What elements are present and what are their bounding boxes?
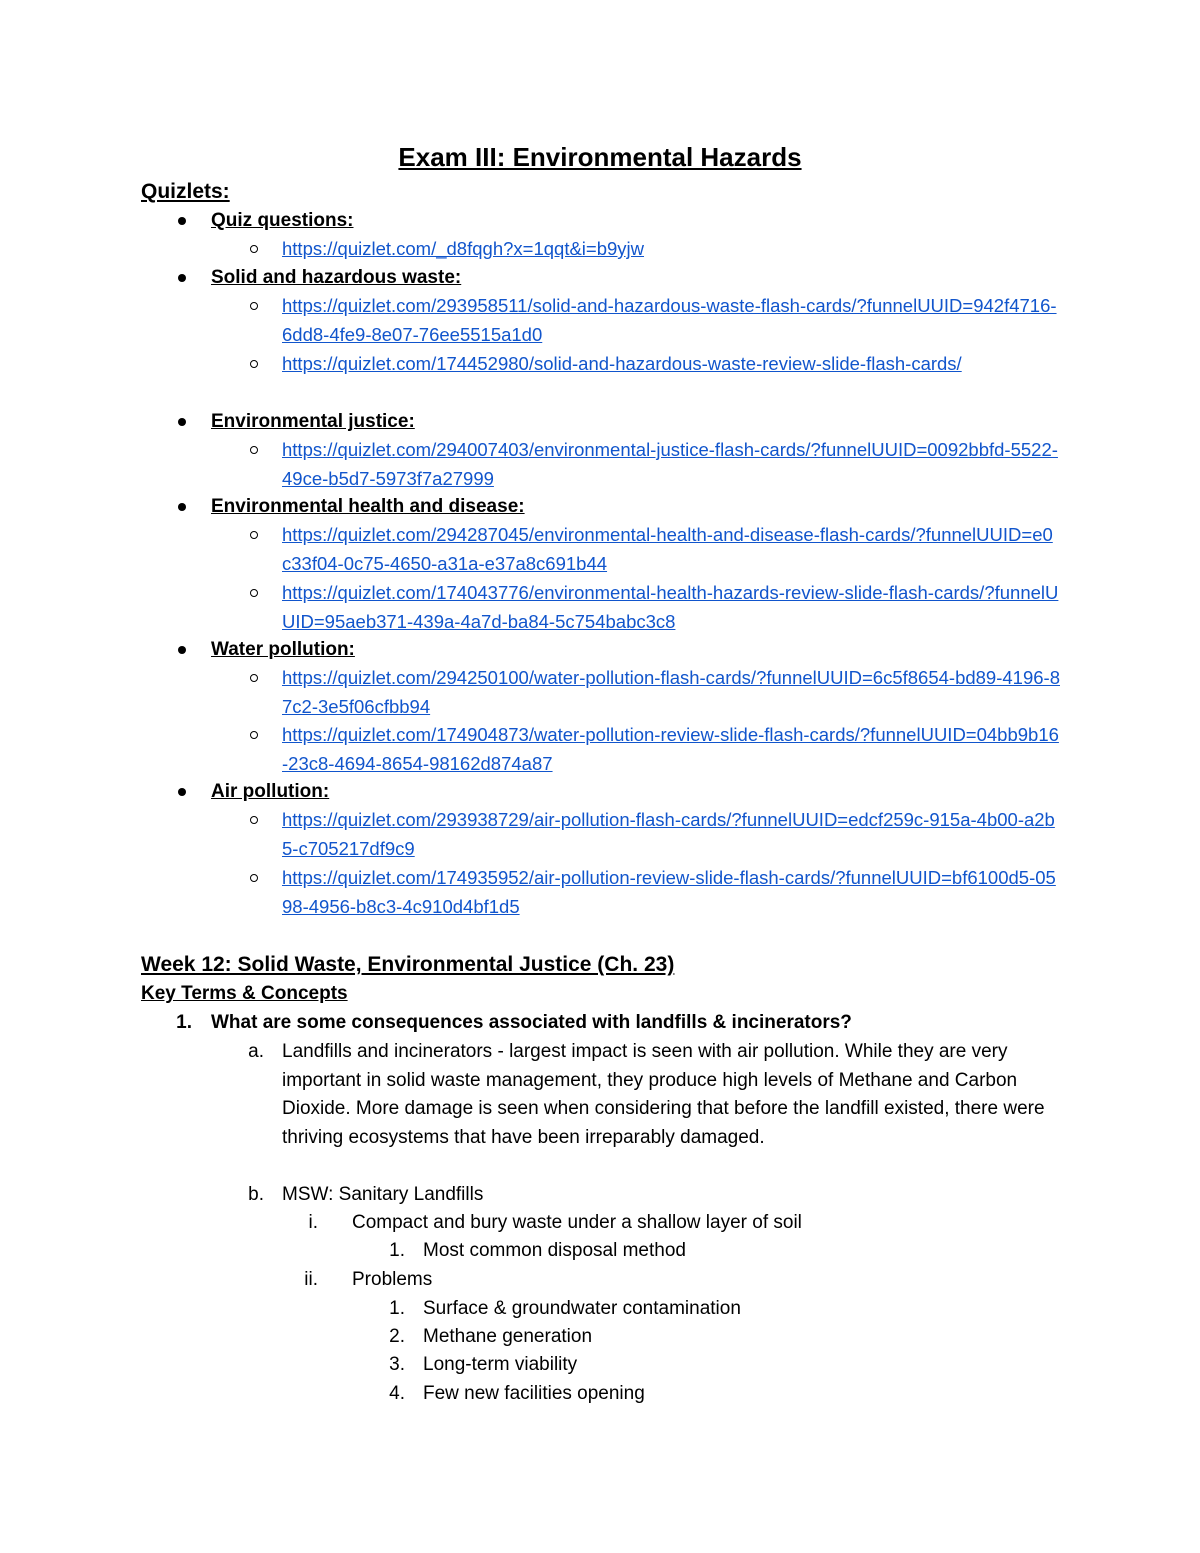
list-item-text: Few new facilities opening: [423, 1383, 645, 1404]
quizlets-heading: Quizlets:: [141, 180, 230, 203]
list-marker: 4.: [389, 1383, 405, 1404]
bullet-icon: [178, 274, 186, 282]
quizlet-link[interactable]: https://quizlet.com/174043776/environmental-health-hazards-review-slide-flash-cards/?funnelUUID=95aeb371-439a-4a7d-ba84-5c754babc3c8: [282, 582, 1059, 632]
list-marker: i.: [308, 1212, 318, 1233]
bullet-icon: [178, 217, 186, 225]
circle-bullet-icon: [250, 731, 258, 739]
list-item-text: Problems: [352, 1269, 433, 1290]
key-terms-heading: Key Terms & Concepts: [141, 983, 348, 1004]
quizlet-link[interactable]: https://quizlet.com/_d8fqgh?x=1qqt&i=b9yjw: [282, 238, 645, 259]
bullet-label: Air pollution:: [211, 781, 330, 802]
circle-bullet-icon: [250, 360, 258, 368]
list-item-text: Methane generation: [423, 1326, 593, 1347]
quizlet-link[interactable]: https://quizlet.com/174452980/solid-and-hazardous-waste-review-slide-flash-cards/: [282, 353, 962, 374]
bullet-icon: [178, 788, 186, 796]
list-marker: b.: [248, 1184, 264, 1205]
quizlet-link[interactable]: https://quizlet.com/174935952/air-pollution-review-slide-flash-cards/?funnelUUID=bf6100d5-0598-4956-b8c3-4c910d4bf1d5: [282, 867, 1056, 917]
page-title: Exam III: Environmental Hazards: [398, 142, 802, 172]
circle-bullet-icon: [250, 674, 258, 682]
list-marker: ii.: [304, 1269, 318, 1290]
bullet-icon: [178, 503, 186, 511]
circle-bullet-icon: [250, 446, 258, 454]
list-item-text: Most common disposal method: [423, 1240, 686, 1261]
quizlet-link[interactable]: https://quizlet.com/294250100/water-pollution-flash-cards/?funnelUUID=6c5f8654-bd89-4196-87c2-3e5f06cfbb94: [282, 667, 1060, 717]
bullet-label: Solid and hazardous waste:: [211, 267, 462, 288]
bullet-label: Environmental health and disease:: [211, 496, 525, 517]
quizlet-link[interactable]: https://quizlet.com/293958511/solid-and-hazardous-waste-flash-cards/?funnelUUID=942f4716-6dd8-4fe9-8e07-76ee5515a1d0: [282, 295, 1057, 345]
list-item-text: Surface & groundwater contamination: [423, 1298, 741, 1319]
bullet-label: Environmental justice:: [211, 411, 415, 432]
circle-bullet-icon: [250, 531, 258, 539]
bullet-label: Quiz questions:: [211, 210, 354, 231]
list-item-text: Compact and bury waste under a shallow layer of soil: [352, 1212, 802, 1233]
circle-bullet-icon: [250, 816, 258, 824]
list-marker: 1.: [176, 1012, 192, 1033]
bullet-label: Water pollution:: [211, 639, 355, 660]
question-text: What are some consequences associated with landfills & incinerators?: [211, 1012, 852, 1033]
list-item-text: Landfills and incinerators - largest impact is seen with air pollution. While they are very important in solid waste management, they produce high levels of Methane and Carbon Dioxide. More damage is seen when considering that before the landfill existed, there were thriving ecosystems that have been irreparably damaged.: [282, 1041, 1045, 1148]
list-marker: 2.: [389, 1326, 405, 1347]
circle-bullet-icon: [250, 589, 258, 597]
list-marker: 1.: [389, 1298, 405, 1319]
list-marker: 3.: [389, 1354, 405, 1375]
bullet-icon: [178, 646, 186, 654]
list-marker: a.: [248, 1041, 264, 1062]
circle-bullet-icon: [250, 874, 258, 882]
quizlet-link[interactable]: https://quizlet.com/174904873/water-pollution-review-slide-flash-cards/?funnelUUID=04bb9b16-23c8-4694-8654-98162d874a87: [282, 724, 1059, 774]
circle-bullet-icon: [250, 302, 258, 310]
circle-bullet-icon: [250, 245, 258, 253]
list-marker: 1.: [389, 1240, 405, 1261]
bullet-icon: [178, 418, 186, 426]
list-item-text: MSW: Sanitary Landfills: [282, 1184, 484, 1205]
week-heading: Week 12: Solid Waste, Environmental Justice (Ch. 23): [141, 953, 675, 976]
quizlet-link[interactable]: https://quizlet.com/294007403/environmental-justice-flash-cards/?funnelUUID=0092bbfd-5522-49ce-b5d7-5973f7a27999: [282, 439, 1058, 489]
quizlet-link[interactable]: https://quizlet.com/294287045/environmental-health-and-disease-flash-cards/?funnelUUID=e0c33f04-0c75-4650-a31a-e37a8c691b44: [282, 524, 1053, 574]
list-item-text: Long-term viability: [423, 1354, 578, 1375]
quizlet-link[interactable]: https://quizlet.com/293938729/air-pollution-flash-cards/?funnelUUID=edcf259c-915a-4b00-a2b5-c705217df9c9: [282, 809, 1055, 859]
